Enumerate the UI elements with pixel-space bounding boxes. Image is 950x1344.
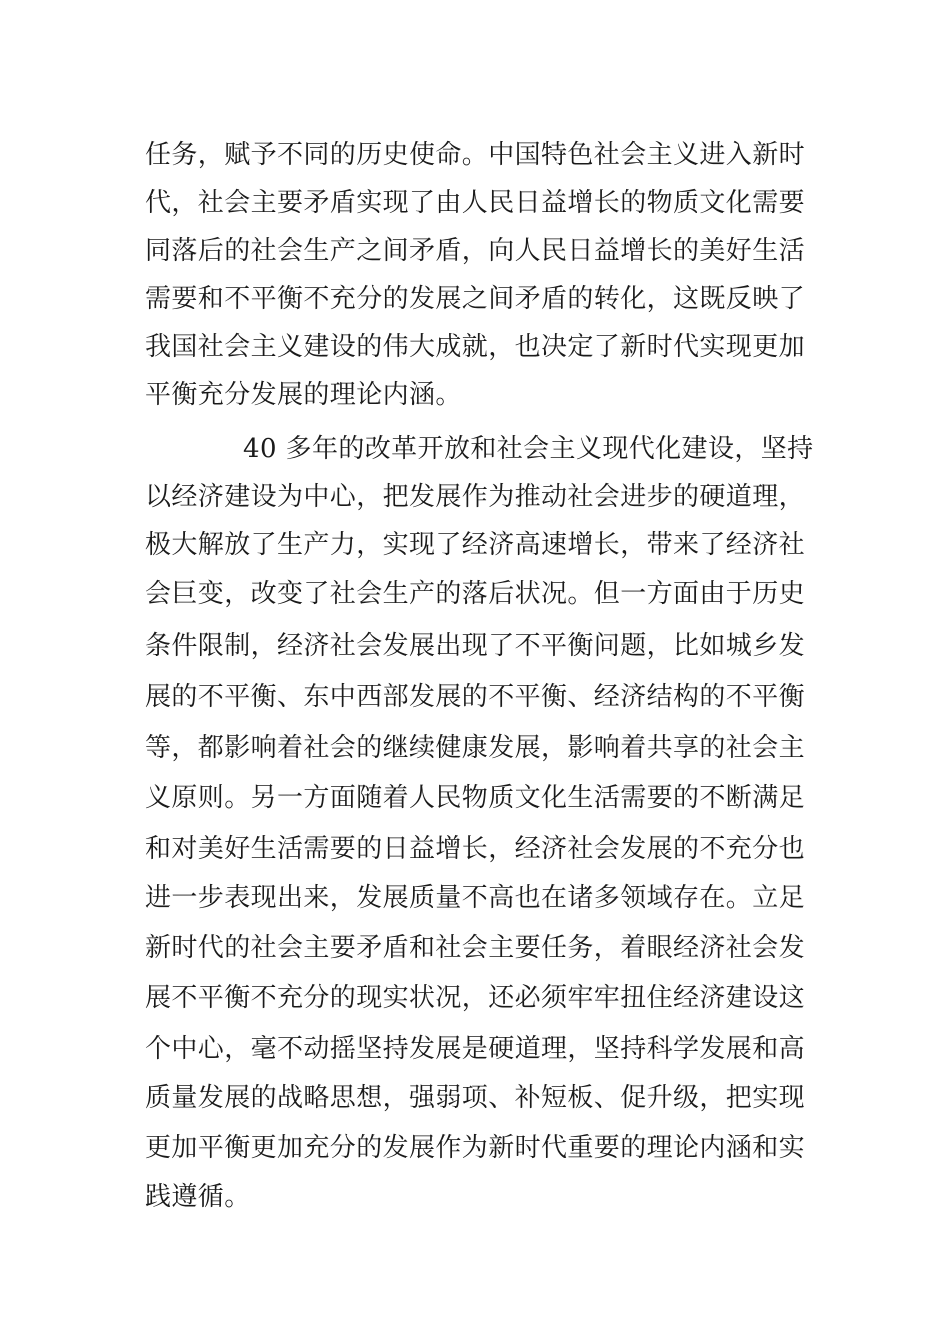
paragraph-line: 义原则。另一方面随着人民物质文化生活需要的不断满足 bbox=[145, 783, 806, 813]
paragraph-line: 质量发展的战略思想，强弱项、补短板、促升级，把实现 bbox=[145, 1083, 806, 1113]
paragraph-line: 践遵循。 bbox=[145, 1182, 251, 1212]
paragraph-line: 新时代的社会主要矛盾和社会主要任务，着眼经济社会发 bbox=[145, 933, 806, 963]
paragraph-line: 和对美好生活需要的日益增长，经济社会发展的不充分也 bbox=[145, 834, 806, 864]
paragraph-line: 平衡充分发展的理论内涵。 bbox=[145, 380, 462, 410]
paragraph-line: 同落后的社会生产之间矛盾，向人民日益增长的美好生活 bbox=[145, 236, 806, 266]
paragraph-line: 代，社会主要矛盾实现了由人民日益增长的物质文化需要 bbox=[145, 188, 806, 218]
paragraph-line: 极大解放了生产力，实现了经济高速增长，带来了经济社 bbox=[145, 530, 806, 560]
paragraph-line: 会巨变，改变了社会生产的落后状况。但一方面由于历史 bbox=[145, 579, 806, 609]
paragraph-line: 任务，赋予不同的历史使命。中国特色社会主义进入新时 bbox=[145, 140, 806, 170]
paragraph-line: 展的不平衡、东中西部发展的不平衡、经济结构的不平衡 bbox=[145, 682, 806, 712]
paragraph-line: 需要和不平衡不充分的发展之间矛盾的转化，这既反映了 bbox=[145, 284, 806, 314]
paragraph-line: 40 多年的改革开放和社会主义现代化建设，坚持 bbox=[243, 434, 814, 464]
paragraph-line: 我国社会主义建设的伟大成就，也决定了新时代实现更加 bbox=[145, 332, 806, 362]
paragraph-line: 个中心，毫不动摇坚持发展是硬道理，坚持科学发展和高 bbox=[145, 1034, 806, 1064]
paragraph-line: 进一步表现出来，发展质量不高也在诸多领域存在。立足 bbox=[145, 883, 806, 913]
paragraph-line: 条件限制，经济社会发展出现了不平衡问题，比如城乡发 bbox=[145, 631, 806, 661]
paragraph-line: 以经济建设为中心，把发展作为推动社会进步的硬道理， bbox=[145, 482, 806, 512]
paragraph-line: 更加平衡更加充分的发展作为新时代重要的理论内涵和实 bbox=[145, 1133, 806, 1163]
paragraph-line: 等，都影响着社会的继续健康发展，影响着共享的社会主 bbox=[145, 733, 806, 763]
paragraph-line: 展不平衡不充分的现实状况，还必须牢牢扭住经济建设这 bbox=[145, 983, 806, 1013]
